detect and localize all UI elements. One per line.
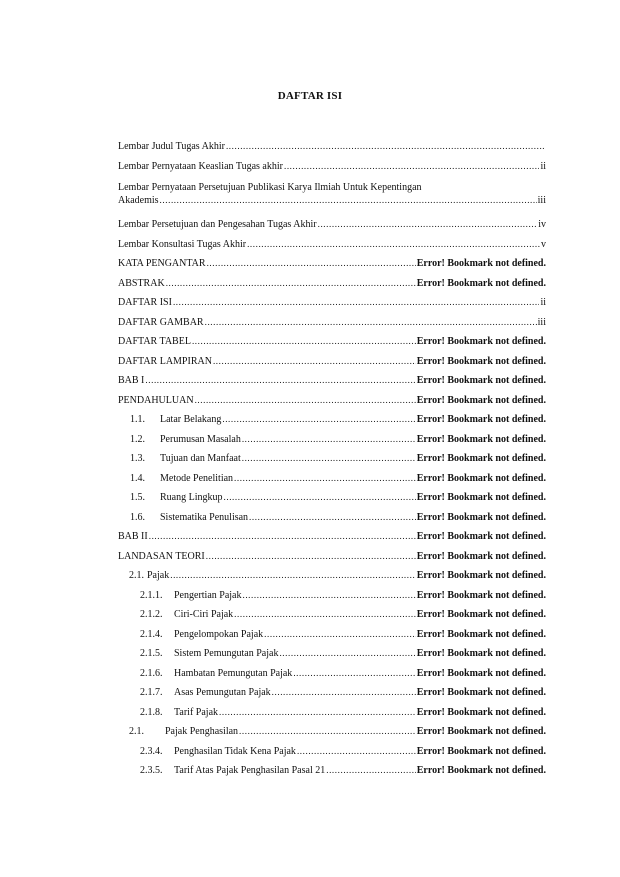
toc-entry-abstrak[interactable] (118, 277, 546, 290)
toc-leader-dots (264, 628, 416, 640)
toc-entry-label: LANDASAN TEORI (118, 551, 205, 562)
toc-leader-dots (293, 667, 415, 679)
toc-entry-page: Error! Bookmark not defined. (416, 336, 546, 347)
toc-entry-label: BAB II (118, 531, 148, 542)
toc-entry-number: 2.1.6. (140, 668, 163, 679)
toc-entry-number: 2.1. (129, 570, 144, 581)
toc-entry-number: 1.6. (130, 512, 145, 523)
toc-entry-page: Error! Bookmark not defined. (416, 629, 546, 640)
toc-entry-label: Latar Belakang (160, 414, 222, 425)
toc-entry-kata-pengantar[interactable] (118, 257, 546, 270)
toc-entry-label: Ciri-Ciri Pajak (174, 609, 234, 620)
toc-entry-page: Error! Bookmark not defined. (416, 570, 546, 581)
toc-entry-label: BAB I (118, 375, 145, 386)
toc-leader-dots (247, 238, 540, 250)
toc-entry-2-1-2[interactable] (118, 608, 546, 621)
toc-entry-number: 1.3. (130, 453, 145, 464)
toc-entry-konsultasi[interactable] (118, 238, 546, 251)
toc-entry-label: Pengertian Pajak (174, 590, 242, 601)
toc-entry-2-1-1[interactable] (118, 589, 546, 602)
toc-entry-label: Lembar Pernyataan Keaslian Tugas akhir (118, 161, 283, 172)
toc-leader-dots (234, 472, 416, 484)
toc-entry-lembar-judul[interactable] (118, 140, 546, 153)
toc-leader-dots (173, 296, 540, 308)
toc-entry-page: Error! Bookmark not defined. (416, 278, 546, 289)
toc-entry-page: Error! Bookmark not defined. (416, 414, 546, 425)
toc-entry-page: Error! Bookmark not defined. (416, 453, 546, 464)
toc-entry-page: Error! Bookmark not defined. (416, 590, 546, 601)
toc-entry-pendahuluan[interactable] (118, 394, 546, 407)
toc-leader-dots (242, 433, 416, 445)
toc-entry-label: PENDAHULUAN (118, 395, 194, 406)
toc-entry-page: ii (540, 161, 546, 172)
toc-entry-number: 2.1. (129, 726, 144, 737)
toc-entry-pernyataan-keaslian[interactable] (118, 160, 546, 173)
toc-entry-page: Error! Bookmark not defined. (416, 765, 546, 776)
toc-entry-label: DAFTAR ISI (118, 297, 172, 308)
toc-entry-page: iv (538, 219, 546, 230)
toc-leader-dots (239, 725, 416, 737)
toc-entry-page: Error! Bookmark not defined. (416, 609, 546, 620)
toc-entry-2-3-5[interactable] (118, 764, 546, 777)
toc-entry-number: 2.3.5. (140, 765, 163, 776)
toc-entry-page: Error! Bookmark not defined. (416, 356, 546, 367)
toc-entry-page: Error! Bookmark not defined. (416, 473, 546, 484)
toc-leader-dots (192, 335, 416, 347)
toc-leader-dots (326, 764, 416, 776)
toc-entry-label: Sistematika Penulisan (160, 512, 249, 523)
toc-leader-dots (207, 257, 416, 269)
toc-entry-page: Error! Bookmark not defined. (416, 492, 546, 503)
toc-entry-2-1-5[interactable] (118, 647, 546, 660)
toc-leader-dots (166, 277, 416, 289)
toc-entry-label: Lembar Persetujuan dan Pengesahan Tugas Akhir (118, 219, 317, 230)
toc-leader-dots (195, 394, 416, 406)
toc-entry-number: 2.1.7. (140, 687, 163, 698)
toc-entry-daftar-lampiran[interactable] (118, 355, 546, 368)
toc-entry-number: 2.1.5. (140, 648, 163, 659)
toc-entry-page: ii (540, 297, 546, 308)
toc-leader-dots (234, 608, 416, 620)
toc-leader-dots (206, 550, 416, 562)
toc-leader-dots (242, 452, 416, 464)
toc-leader-dots (160, 194, 537, 207)
toc-entry-2-1-8[interactable] (118, 706, 546, 719)
toc-leader-dots (170, 569, 416, 581)
toc-leader-dots (318, 218, 538, 230)
toc-entry-daftar-gambar[interactable] (118, 316, 546, 329)
toc-entry-label: Penghasilan Tidak Kena Pajak (174, 746, 296, 757)
toc-entry-label-line1: Lembar Pernyataan Persetujuan Publikasi Karya Ilmiah Untuk Kepentingan (118, 182, 422, 193)
toc-entry-label-line2: Akademis (118, 195, 159, 206)
toc-entry-number: 1.4. (130, 473, 145, 484)
toc-entry-persetujuan-pengesahan[interactable] (118, 218, 546, 231)
toc-leader-dots (224, 491, 416, 503)
toc-entry-2-1-7[interactable] (118, 686, 546, 699)
toc-entry-label: Perumusan Masalah (160, 434, 241, 445)
toc-entry-1-5[interactable] (118, 491, 546, 504)
toc-entry-label: Tarif Atas Pajak Penghasilan Pasal 21 (174, 765, 326, 776)
toc-entry-number: 2.1.8. (140, 707, 163, 718)
toc-entry-number: 2.1.2. (140, 609, 163, 620)
toc-entry-label: Lembar Konsultasi Tugas Akhir (118, 239, 247, 250)
toc-entry-page: v (541, 239, 546, 250)
toc-entry-label: KATA PENGANTAR (118, 258, 206, 269)
toc-entry-landasan-teori[interactable] (118, 550, 546, 563)
toc-entry-label: Tarif Pajak (174, 707, 219, 718)
toc-entry-2-1[interactable] (118, 569, 546, 582)
toc-entry-label: Metode Penelitian (160, 473, 234, 484)
toc-leader-dots (249, 511, 416, 523)
toc-entry-page: Error! Bookmark not defined. (416, 648, 546, 659)
toc-entry-number: 2.1.1. (140, 590, 163, 601)
toc-entry-bab-ii[interactable] (118, 530, 546, 543)
toc-entry-page: iii (537, 195, 546, 206)
toc-leader-dots (213, 355, 416, 367)
toc-entry-1-3[interactable] (118, 452, 546, 465)
toc-leader-dots (279, 647, 415, 659)
toc-leader-dots (284, 160, 539, 172)
toc-entry-page: Error! Bookmark not defined. (416, 512, 546, 523)
toc-entry-label: Asas Pemungutan Pajak (174, 687, 271, 698)
toc-entry-1-1[interactable] (118, 413, 546, 426)
toc-entry-1-6[interactable] (118, 511, 546, 524)
toc-entry-page: Error! Bookmark not defined. (416, 687, 546, 698)
toc-leader-dots (219, 706, 416, 718)
toc-entry-label: Sistem Pemungutan Pajak (174, 648, 279, 659)
toc-entry-page: Error! Bookmark not defined. (416, 551, 546, 562)
toc-entry-label: Hambatan Pemungutan Pajak (174, 668, 293, 679)
toc-entry-2-1-6[interactable] (118, 667, 546, 680)
toc-entry-page: Error! Bookmark not defined. (416, 726, 546, 737)
toc-entry-label: DAFTAR TABEL (118, 336, 191, 347)
toc-entry-2-1-4[interactable] (118, 628, 546, 641)
toc-entry-number: 2.1.4. (140, 629, 163, 640)
toc-leader-dots (222, 413, 415, 425)
toc-leader-dots (226, 140, 545, 152)
toc-entry-page: Error! Bookmark not defined. (416, 258, 546, 269)
toc-entry-number: 1.2. (130, 434, 145, 445)
toc-entry-2-3-4[interactable] (118, 745, 546, 758)
toc-entry-pernyataan-publikasi[interactable] (118, 181, 546, 207)
toc-leader-dots (205, 316, 537, 328)
toc-leader-dots (145, 374, 415, 386)
toc-entry-page: Error! Bookmark not defined. (416, 746, 546, 757)
toc-entry-label: Pajak Penghasilan (165, 726, 239, 737)
toc-entry-label: Pengelompokan Pajak (174, 629, 264, 640)
toc-entry-page: iii (537, 317, 546, 328)
toc-leader-dots (297, 745, 416, 757)
page-title: DAFTAR ISI (277, 90, 343, 102)
toc-entry-1-4[interactable] (118, 472, 546, 485)
toc-entry-label: DAFTAR LAMPIRAN (118, 356, 212, 367)
toc-entry-label: ABSTRAK (118, 278, 165, 289)
toc-entry-label: Pajak (147, 570, 170, 581)
toc-leader-dots (149, 530, 416, 542)
toc-entry-number: 1.5. (130, 492, 145, 503)
toc-entry-daftar-tabel[interactable] (118, 335, 546, 348)
toc-entry-page: Error! Bookmark not defined. (416, 668, 546, 679)
toc-entry-label: DAFTAR GAMBAR (118, 317, 204, 328)
toc-entry-page: Error! Bookmark not defined. (416, 707, 546, 718)
toc-entry-bab-i[interactable] (118, 374, 546, 387)
toc-entry-label: Tujuan dan Manfaat (160, 453, 241, 464)
toc-entry-page: Error! Bookmark not defined. (416, 375, 546, 386)
toc-leader-dots (242, 589, 415, 601)
toc-leader-dots (272, 686, 416, 698)
toc-entry-number: 2.3.4. (140, 746, 163, 757)
toc-entry-1-2[interactable] (118, 433, 546, 446)
toc-entry-number: 1.1. (130, 414, 145, 425)
toc-entry-page: Error! Bookmark not defined. (416, 531, 546, 542)
toc-entry-2-1-pajak-penghasilan[interactable] (118, 725, 546, 738)
toc-entry-page: Error! Bookmark not defined. (416, 434, 546, 445)
toc-entry-label: Lembar Judul Tugas Akhir (118, 141, 225, 152)
toc-entry-daftar-isi[interactable] (118, 296, 546, 309)
toc-entry-page: Error! Bookmark not defined. (416, 395, 546, 406)
toc-entry-label: Ruang Lingkup (160, 492, 223, 503)
